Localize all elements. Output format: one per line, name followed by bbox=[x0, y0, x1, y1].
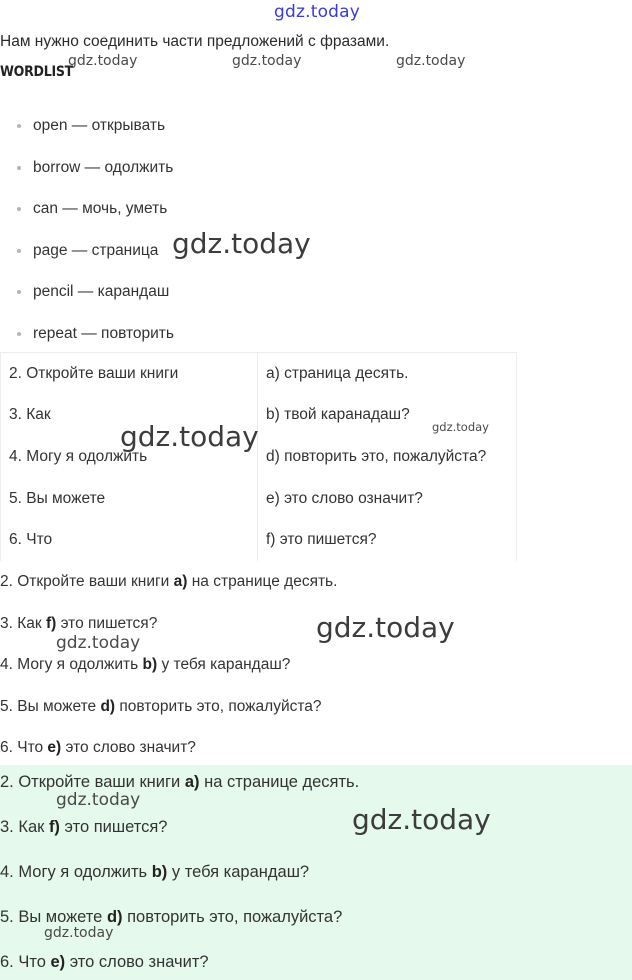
answer-box-line bbox=[0, 818, 167, 837]
answer-text: 6. Что bbox=[0, 953, 51, 971]
watermark: gdz.today bbox=[44, 925, 114, 941]
answer-text: повторить это, пожалуйста? bbox=[115, 698, 322, 715]
answer-line bbox=[0, 573, 337, 591]
watermark: gdz.today bbox=[316, 611, 455, 644]
answer-text: 3. Как bbox=[0, 818, 49, 836]
answer-text: это пишется? bbox=[59, 818, 168, 836]
watermark: gdz.today bbox=[396, 53, 466, 69]
answer-letter: e) bbox=[47, 739, 62, 756]
answer-text: на странице десять. bbox=[199, 773, 360, 791]
table-cell-left: 2. Откройте ваши книги bbox=[1, 353, 258, 395]
word-text: can — мочь, уметь bbox=[33, 200, 168, 218]
answer-text: у тебя карандаш? bbox=[157, 656, 291, 673]
answer-text: на странице десять. bbox=[187, 573, 338, 590]
answer-text: повторить это, пожалуйста? bbox=[122, 908, 343, 926]
watermark: gdz.today bbox=[232, 53, 302, 69]
answer-line bbox=[0, 739, 196, 757]
watermark: gdz.today bbox=[352, 803, 491, 836]
site-logo[interactable]: gdz.today bbox=[274, 2, 361, 22]
answer-letter: f) bbox=[48, 818, 60, 836]
answer-text: 6. Что bbox=[0, 739, 48, 756]
answer-letter: f) bbox=[45, 615, 57, 632]
wordlist bbox=[0, 110, 174, 360]
answer-line bbox=[0, 698, 322, 716]
list-item bbox=[0, 235, 174, 277]
word-text: pencil — карандаш bbox=[33, 283, 170, 301]
answer-text: 5. Вы можете bbox=[0, 908, 107, 926]
table-cell-left: 3. Как bbox=[1, 395, 258, 437]
answer-text: 5. Вы можете bbox=[0, 698, 101, 715]
table-cell-right: b) твой каранадаш? bbox=[258, 395, 517, 437]
watermark: gdz.today bbox=[172, 227, 311, 260]
answer-box-line bbox=[0, 953, 209, 972]
list-item bbox=[0, 193, 174, 235]
answer-text: 4. Могу я одолжить bbox=[0, 656, 143, 673]
intro-text: Нам нужно соединить части предложений с фразами. bbox=[0, 33, 390, 50]
answer-letter: a) bbox=[184, 773, 200, 791]
word-text: page — страница bbox=[33, 241, 159, 259]
answer-letter: b) bbox=[142, 656, 158, 673]
bullet-icon bbox=[17, 166, 21, 170]
bullet-icon bbox=[17, 249, 21, 253]
table-cell-right: d) повторить это, пожалуйста? bbox=[258, 436, 517, 478]
answer-letter: d) bbox=[106, 908, 123, 926]
watermark: gdz.today bbox=[120, 420, 259, 453]
table-cell-right: a) страница десять. bbox=[258, 353, 517, 395]
answer-text: 2. Откройте ваши книги bbox=[0, 573, 174, 590]
table-cell-left: 4. Могу я одолжить bbox=[1, 436, 258, 478]
answer-text: это пишется? bbox=[56, 615, 158, 632]
answer-letter: b) bbox=[151, 863, 168, 881]
bullet-icon bbox=[17, 124, 21, 128]
bullet-icon bbox=[17, 290, 21, 294]
answer-text: у тебя карандаш? bbox=[167, 863, 310, 881]
bullet-icon bbox=[17, 207, 21, 211]
answer-box-line bbox=[0, 773, 359, 792]
watermark: gdz.today bbox=[56, 790, 141, 810]
word-text: open — открывать bbox=[33, 117, 166, 134]
list-item bbox=[0, 276, 174, 318]
answer-text: 4. Могу я одолжить bbox=[0, 863, 152, 881]
answer-letter: e) bbox=[50, 953, 66, 971]
list-item bbox=[0, 110, 174, 152]
table-row bbox=[1, 519, 517, 561]
table-row bbox=[1, 353, 517, 395]
watermark: gdz.today bbox=[432, 420, 489, 434]
matching-table bbox=[0, 352, 517, 561]
word-text: repeat — повторить bbox=[33, 324, 174, 342]
table-cell-left: 5. Вы можете bbox=[1, 478, 258, 520]
answer-text: 3. Как bbox=[0, 615, 46, 632]
bullet-icon bbox=[17, 332, 21, 336]
list-item bbox=[0, 152, 174, 194]
answer-letter: a) bbox=[173, 573, 188, 590]
word-text: borrow — одолжить bbox=[33, 158, 174, 176]
answer-letter: d) bbox=[100, 698, 116, 715]
watermark: gdz.today bbox=[68, 53, 138, 69]
answer-text: это слово значит? bbox=[61, 739, 196, 756]
answer-line bbox=[0, 615, 157, 633]
watermark: gdz.today bbox=[56, 633, 141, 653]
table-cell-left: 6. Что bbox=[1, 519, 258, 561]
table-row bbox=[1, 478, 517, 520]
answer-text: это слово значит? bbox=[65, 953, 209, 971]
table-cell-right: e) это слово означит? bbox=[258, 478, 517, 520]
answer-box-line bbox=[0, 863, 309, 882]
table-cell-right: f) это пишется? bbox=[258, 519, 517, 561]
answer-line bbox=[0, 656, 290, 674]
wordlist-title: WORDLIST bbox=[0, 64, 73, 80]
answer-text: 2. Откройте ваши книги bbox=[0, 773, 185, 791]
